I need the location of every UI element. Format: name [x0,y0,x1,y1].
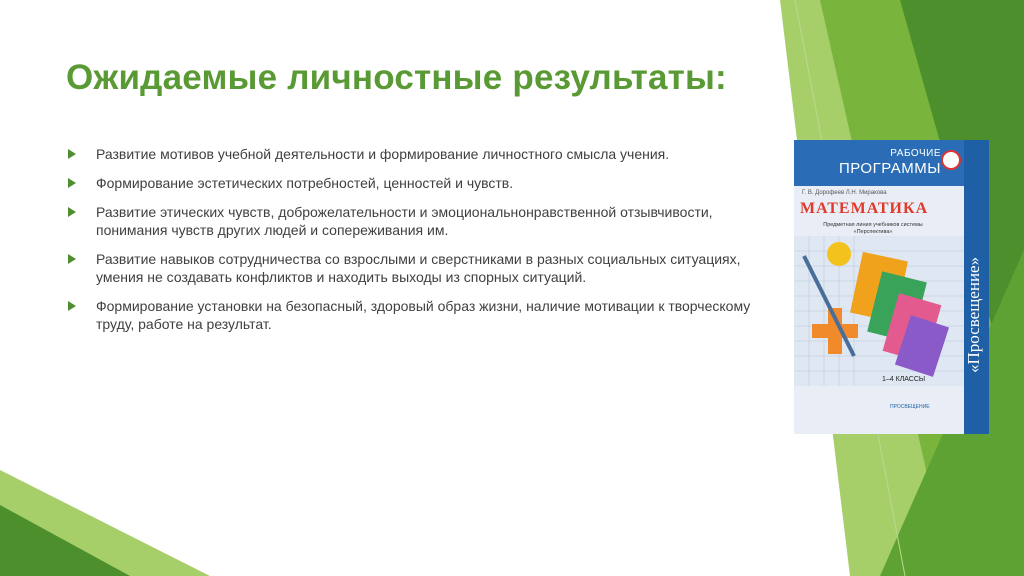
list-item [66,203,766,239]
triangle-right-icon [68,207,76,217]
list-item [66,174,766,192]
triangle-right-icon [68,301,76,311]
cover-series: ПРОГРАММЫ [838,160,941,177]
slide-title: Ожидаемые личностные результаты: [66,58,727,97]
cover-top-label: РАБОЧИЕ [890,148,941,159]
list-item [66,297,766,333]
list-item [66,250,766,286]
cover-publisher-small: ПРОСВЕЩЕНИЕ [890,404,930,410]
cover-grades: 1–4 КЛАССЫ [882,376,926,383]
cover-illustration [794,236,964,386]
bullet-text: Развитие мотивов учебной деятельности и формирование личностного смысла учения. [96,146,670,162]
bullet-text: Развитие этических чувств, доброжелательности и эмоциональнонравственной отзывчивости, понимания чувств других людей и сопереживания им. [96,204,713,238]
bullet-text: Развитие навыков сотрудничества со взрослыми и сверстниками в разных социальных ситуациях, умения не создавать конфликтов и находить выходы из спорных ситуаций. [96,251,741,285]
cover-subtitle: Предметная линия учебников системы «Перспектива» [823,222,923,235]
cover-authors: Г. В. Дорофеев Л.Н. Миракова [802,190,887,196]
cover-publisher-vertical: «Просвещение» [964,256,983,374]
list-item [66,145,766,163]
textbook-cover-image [794,140,989,434]
bullet-text: Формирование установки на безопасный, здоровый образ жизни, наличие мотивации к творческому труду, работе на результат. [96,298,751,332]
bullet-text: Формирование эстетических потребностей, ценностей и чувств. [96,175,514,191]
triangle-right-icon [68,178,76,188]
cover-sun [827,242,851,266]
fgos-badge-icon [941,150,961,170]
cover-subject: МАТЕМАТИКА [800,200,929,217]
triangle-right-icon [68,254,76,264]
bullet-list [66,145,766,344]
triangle-right-icon [68,149,76,159]
